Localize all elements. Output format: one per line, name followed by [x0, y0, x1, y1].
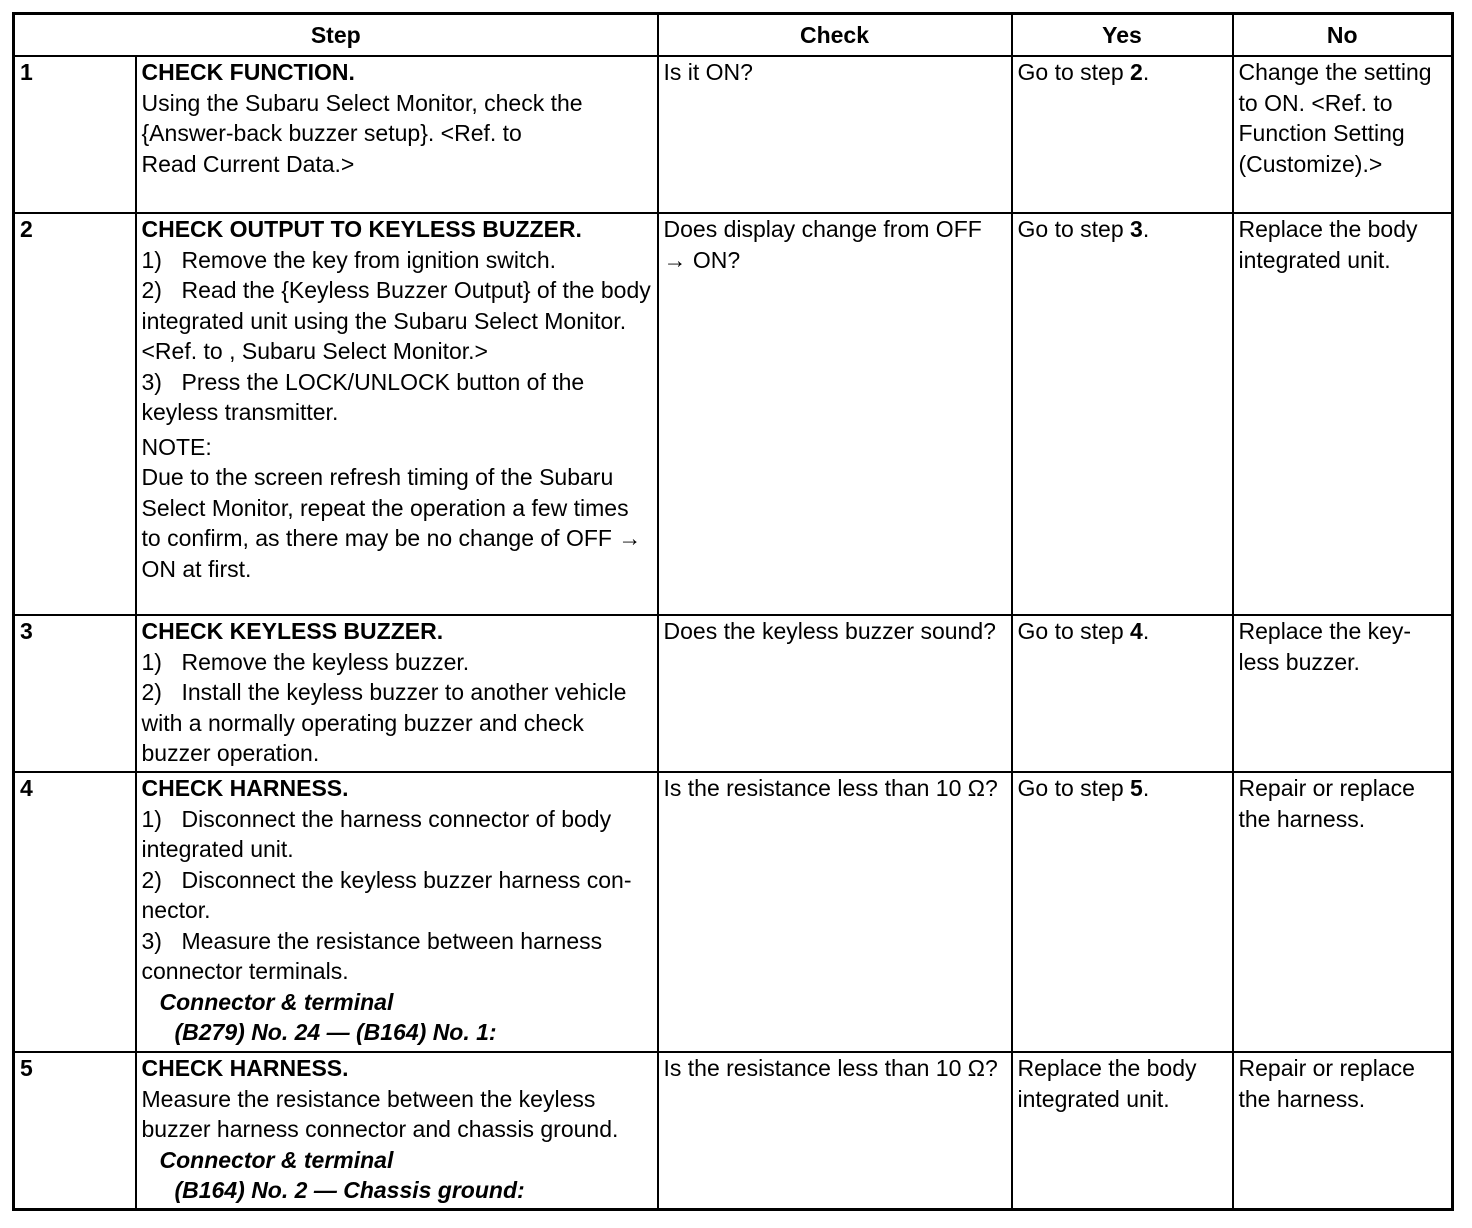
connector-value: (B279) No. 24 — (B164) No. 1: — [174, 1019, 497, 1045]
substep-number: 1) — [141, 805, 162, 832]
diagnostic-procedure-table — [12, 12, 1454, 1211]
no-cell: Change the setting to ON. <Ref. to Function Setting (Customize).> — [1233, 56, 1453, 213]
step-description — [136, 772, 658, 1052]
yes-suffix: . — [1142, 216, 1150, 242]
step-title: CHECK FUNCTION. — [141, 59, 355, 85]
header-yes: Yes — [1012, 14, 1233, 57]
substep — [142, 245, 652, 276]
no-cell: Replace the key-less buzzer. — [1233, 615, 1453, 772]
step-number: 5 — [14, 1052, 136, 1210]
yes-cell — [1012, 615, 1233, 772]
yes-step-number: 4 — [1130, 618, 1143, 644]
yes-cell — [1012, 213, 1233, 615]
step-description — [136, 56, 658, 213]
header-row — [14, 14, 1453, 57]
yes-cell: Replace the body integrated unit. — [1012, 1052, 1233, 1210]
check-cell: Is the resistance less than 10 Ω? — [658, 772, 1012, 1052]
connector-label: Connector & terminal — [159, 988, 394, 1015]
step-number: 4 — [14, 772, 136, 1052]
substep-text: Disconnect the harness connector of body integrated unit. — [141, 805, 612, 862]
header-step: Step — [14, 14, 658, 57]
header-check: Check — [658, 14, 1012, 57]
check-cell: Does the keyless buzzer sound? — [658, 615, 1012, 772]
substep-number: 1) — [141, 246, 162, 273]
yes-step-number: 2 — [1130, 59, 1143, 85]
step-number: 3 — [14, 615, 136, 772]
step-title: CHECK HARNESS. — [141, 1055, 349, 1081]
step-title: CHECK KEYLESS BUZZER. — [141, 618, 444, 644]
substep-text: Press the LOCK/UNLOCK button of the keyless transmitter. — [141, 368, 585, 425]
step-number: 2 — [14, 213, 136, 615]
table-row — [14, 213, 1453, 615]
step-line: Measure the resistance between the keyless buzzer harness connector and chassis ground. — [141, 1085, 619, 1142]
yes-prefix: Go to step — [1017, 618, 1131, 644]
substep-number: 3) — [141, 368, 162, 395]
yes-suffix: . — [1142, 618, 1150, 644]
table-row — [14, 56, 1453, 213]
step-description — [136, 615, 658, 772]
check-cell: Does display change from OFF → ON? — [658, 213, 1012, 615]
substep — [142, 275, 652, 367]
substep — [142, 367, 652, 428]
diagnostic-table-wrapper — [12, 12, 1454, 1211]
substep-number: 1) — [141, 648, 162, 675]
substep-text: Remove the key from ignition switch. — [181, 246, 557, 273]
yes-prefix: Go to step — [1017, 216, 1131, 242]
step-line: Read Current Data.> — [141, 150, 355, 177]
yes-prefix: Go to step — [1017, 59, 1131, 85]
substep — [142, 865, 652, 926]
step-description — [136, 1052, 658, 1210]
substep-text: Install the keyless buzzer to another vehicle with a normally operating buzzer and check buzzer operation. — [141, 679, 627, 766]
header-no: No — [1233, 14, 1453, 57]
step-description — [136, 213, 658, 615]
connector-value: (B164) No. 2 — Chassis ground: — [174, 1177, 525, 1203]
substep-number: 2) — [141, 866, 162, 893]
table-row — [14, 615, 1453, 772]
no-cell: Replace the body integrated unit. — [1233, 213, 1453, 615]
substep — [142, 677, 652, 769]
substep — [142, 647, 652, 678]
yes-step-number: 5 — [1130, 775, 1143, 801]
substep-number: 2) — [141, 277, 162, 303]
connector-label: Connector & terminal — [159, 1146, 394, 1173]
step-line: {Answer-back buzzer setup}. <Ref. to — [141, 120, 522, 146]
table-row — [14, 772, 1453, 1052]
substep-text: Disconnect the keyless buzzer harness con-nector. — [141, 866, 632, 923]
yes-cell — [1012, 56, 1233, 213]
no-cell: Repair or replace the harness. — [1233, 1052, 1453, 1210]
no-cell: Repair or replace the harness. — [1233, 772, 1453, 1052]
substep-text: Remove the keyless buzzer. — [181, 648, 470, 675]
substep — [142, 804, 652, 865]
substep — [142, 926, 652, 987]
substep-text: Measure the resistance between harness connector terminals. — [141, 927, 603, 984]
note-label: NOTE: — [141, 433, 212, 460]
check-cell: Is the resistance less than 10 Ω? — [658, 1052, 1012, 1210]
substep-text: Read the {Keyless Buzzer Output} of the body integrated unit using the Subaru Select Monitor. <Ref. to , Subaru Select Monitor.> — [141, 277, 651, 364]
yes-step-number: 3 — [1130, 216, 1143, 242]
step-title: CHECK HARNESS. — [141, 775, 349, 801]
check-cell: Is it ON? — [658, 56, 1012, 213]
step-number: 1 — [14, 56, 136, 213]
table-row — [14, 1052, 1453, 1210]
step-title: CHECK OUTPUT TO KEYLESS BUZZER. — [141, 216, 582, 242]
yes-suffix: . — [1142, 775, 1150, 801]
yes-suffix: . — [1142, 59, 1150, 85]
substep-number: 3) — [141, 927, 162, 954]
note-text: Due to the screen refresh timing of the Subaru Select Monitor, repeat the operation a few times to confirm, as there may be no change of OFF → ON at first. — [141, 464, 642, 582]
yes-prefix: Go to step — [1017, 775, 1131, 801]
yes-cell — [1012, 772, 1233, 1052]
step-line: Using the Subaru Select Monitor, check the — [141, 89, 583, 116]
substep-number: 2) — [141, 679, 162, 705]
